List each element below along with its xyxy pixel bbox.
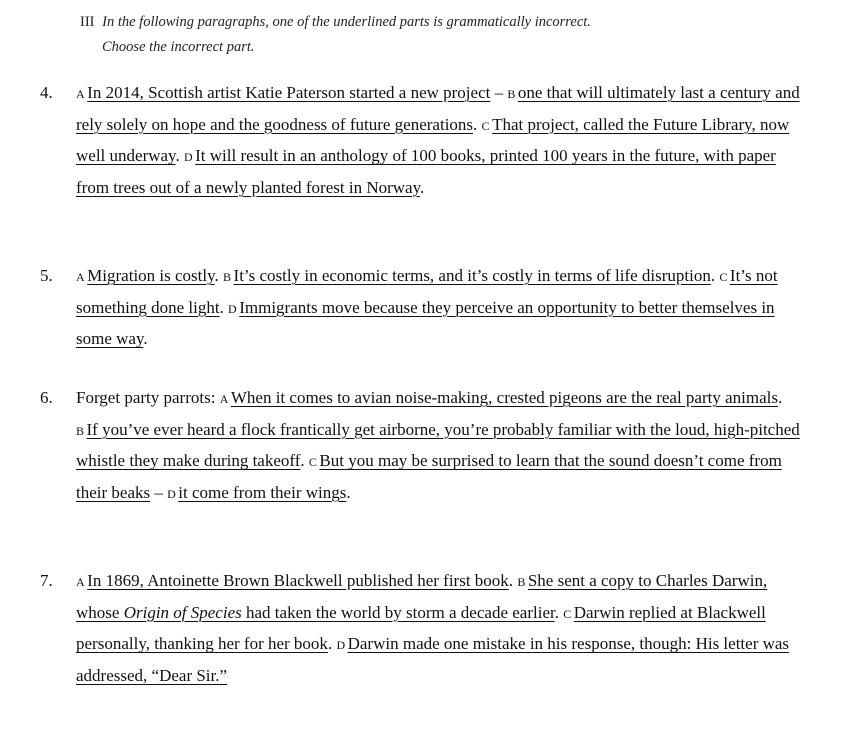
option-letter-a: A — [219, 392, 229, 406]
instructions-line-1: In the following paragraphs, one of the underlined parts is grammatically incorrect. — [102, 14, 591, 30]
separator: . — [327, 634, 337, 654]
separator: . — [508, 571, 518, 590]
question-text — [76, 383, 800, 509]
option-letter-a: A — [76, 270, 86, 284]
underlined-part-c[interactable]: It’s not something done light — [76, 266, 778, 317]
question-number: 5. — [40, 266, 53, 285]
question-6 — [40, 383, 800, 509]
option-letter-d: D — [228, 301, 238, 316]
separator: . — [219, 297, 229, 317]
underlined-part-d[interactable]: It will result in an anthology of 100 books, printed 100 years in the future, with paper from trees out of a newly planted forest in Norway — [76, 146, 776, 197]
option-letter-b: B — [76, 423, 85, 438]
separator: . — [473, 114, 482, 134]
underlined-part-c[interactable]: That project, called the Future Library, now well underway — [76, 114, 790, 166]
separator: . — [346, 482, 351, 502]
separator: . — [777, 388, 783, 407]
separator: . — [214, 266, 224, 285]
option-letter-c: C — [308, 455, 318, 470]
option-letter-d: D — [336, 638, 346, 653]
underlined-part-c[interactable]: Darwin replied at Blackwell personally, thanking her for her book — [76, 602, 766, 654]
underlined-part-c[interactable]: But you may be surprised to learn that the sound doesn’t come from their beaks — [76, 451, 782, 502]
underlined-part-d[interactable]: Darwin made one mistake in his response, though: His letter was addressed, “Dear Sir.” — [76, 634, 790, 685]
underlined-text: She sent a copy to Charles Darwin, whose — [76, 571, 768, 622]
option-letter-a: A — [76, 575, 86, 589]
separator: . — [300, 451, 309, 471]
option-letter-c: C — [563, 606, 572, 621]
option-letter-d: D — [167, 486, 177, 501]
question-number: 4. — [40, 83, 53, 102]
underlined-part-b[interactable]: one that will ultimately last a century and rely solely on hope and the goodness of future generations — [76, 83, 800, 134]
option-letter-d: D — [183, 150, 194, 165]
underlined-part-a[interactable]: Migration is costly — [87, 266, 215, 285]
underlined-part-b[interactable]: It’s costly in economic terms, and it’s costly in terms of life disruption — [233, 266, 711, 285]
option-letter-b: B — [517, 575, 526, 589]
underlined-text: had taken the world by storm a decade earlier — [241, 602, 555, 622]
question-7 — [40, 566, 800, 691]
question-4 — [40, 78, 800, 203]
book-title: Origin of Species — [123, 602, 242, 622]
separator: . — [143, 329, 148, 349]
separator: . — [554, 602, 564, 622]
option-letter-b: B — [507, 87, 516, 101]
section-numeral: III — [80, 14, 95, 30]
question-number: 7. — [40, 571, 53, 590]
separator: – — [150, 482, 168, 502]
underlined-part-a[interactable]: In 1869, Antoinette Brown Blackwell published her first book — [87, 571, 509, 590]
separator: – — [490, 83, 508, 102]
question-text — [76, 78, 800, 203]
instructions — [80, 10, 820, 60]
option-letter-a: A — [76, 87, 86, 101]
underlined-part-d[interactable]: it come from their wings — [178, 482, 347, 502]
instructions-line-2: Choose the incorrect part. — [102, 39, 255, 55]
question-5 — [40, 261, 800, 355]
underlined-part-a[interactable]: In 2014, Scottish artist Katie Paterson started a new project — [87, 83, 491, 102]
question-text — [76, 566, 800, 691]
option-letter-c: C — [481, 118, 491, 133]
question-prefix: Forget party parrots: — [76, 388, 220, 407]
separator: . — [175, 146, 184, 166]
option-letter-c: C — [719, 270, 728, 284]
separator: . — [710, 266, 720, 285]
underlined-part-a[interactable]: When it comes to avian noise-making, crested pigeons are the real party animals — [230, 388, 778, 407]
question-text — [76, 261, 800, 355]
question-number: 6. — [40, 388, 53, 407]
underlined-part-d[interactable]: Immigrants move because they perceive an opportunity to better themselves in some way — [76, 297, 775, 349]
underlined-part-b[interactable]: If you’ve ever heard a flock frantically get airborne, you’re probably familiar with the loud, high-pitched whistle they make during takeoff — [76, 419, 800, 471]
separator: . — [419, 177, 425, 197]
option-letter-b: B — [223, 270, 232, 284]
